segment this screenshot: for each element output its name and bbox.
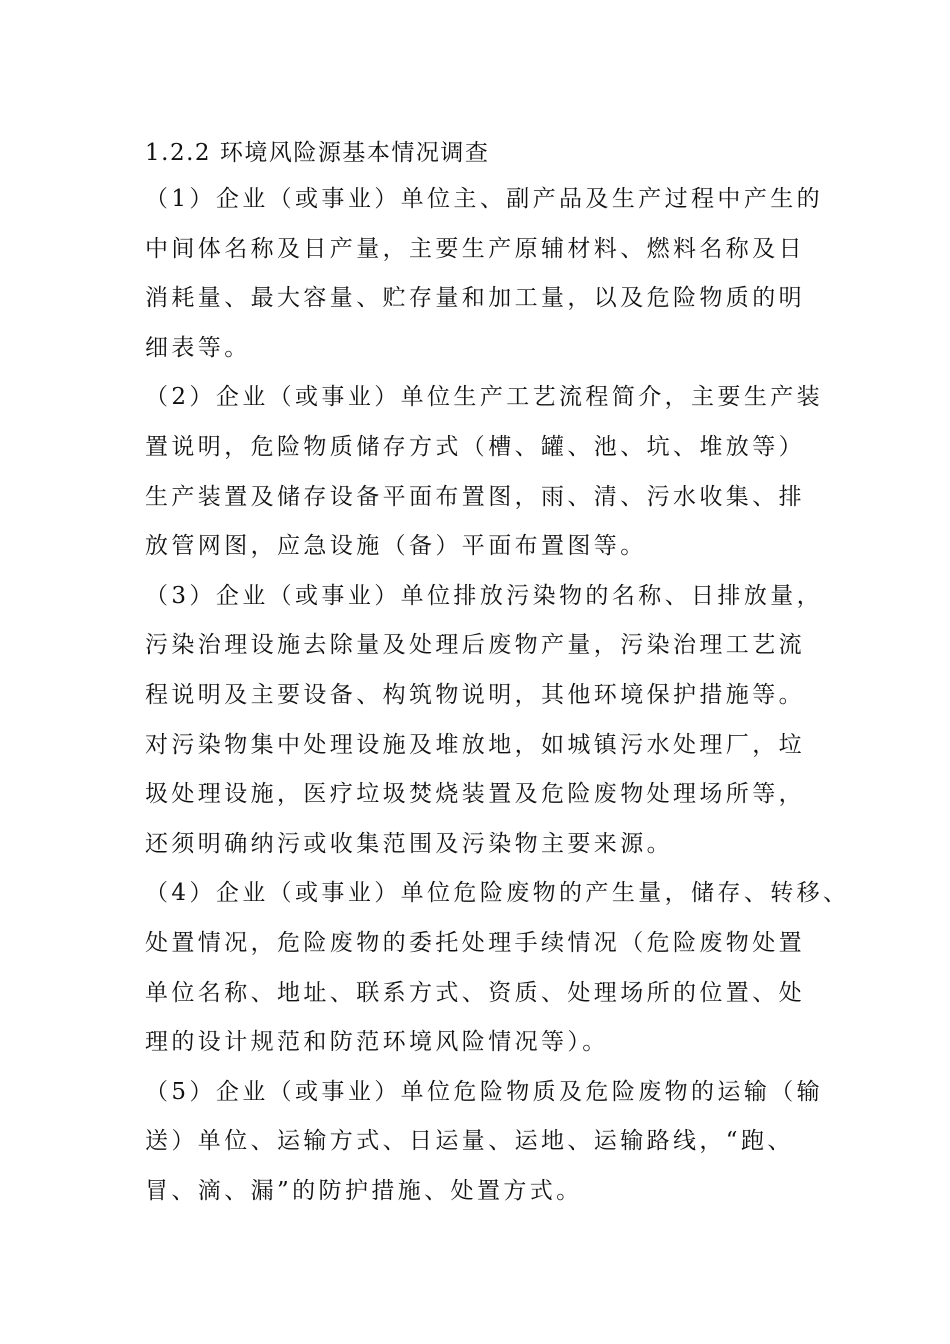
paragraph-line: 还须明确纳污或收集范围及污染物主要来源。 [145,830,673,857]
paragraph-line: 对污染物集中处理设施及堆放地，如城镇污水处理厂，垃 [145,731,805,758]
paragraph-line: 生产装置及储存设备平面布置图，雨、清、污水收集、排 [145,483,805,510]
paragraph-line: （3）企业（或事业）单位排放污染物的名称、日排放量， [145,582,824,609]
paragraph-line: 单位名称、地址、联系方式、资质、处理场所的位置、处 [145,979,805,1006]
paragraph-line: 送）单位、运输方式、日运量、运地、运输路线，“跑、 [145,1128,794,1155]
paragraph-line: 理的设计规范和防范环境风险情况等）。 [145,1029,609,1056]
paragraph-line: 污染治理设施去除量及处理后废物产量，污染治理工艺流 [145,632,805,659]
paragraph-line: 细表等。 [145,334,251,361]
paragraph-line: 放管网图，应急设施（备）平面布置图等。 [145,533,647,560]
paragraph-line: （1）企业（或事业）单位主、副产品及生产过程中产生的 [145,186,824,212]
paragraph-line: （4）企业（或事业）单位危险废物的产生量，储存、转移、 [145,880,850,907]
paragraph-line: 程说明及主要设备、构筑物说明，其他环境保护措施等。 [145,681,805,708]
paragraph-line: （2）企业（或事业）单位生产工艺流程简介，主要生产装 [145,384,824,411]
paragraph-line: 圾处理设施，医疗垃圾焚烧装置及危险废物处理场所等， [145,781,805,808]
section-heading: 1.2.2 环境风险源基本情况调查 [145,140,490,166]
paragraph-line: 处置情况，危险废物的委托处理手续情况（危险废物处置 [145,929,805,956]
document-body [145,133,850,1216]
paragraph-line: （5）企业（或事业）单位危险物质及危险废物的运输（输 [145,1078,824,1105]
paragraph-line: 冒、滴、漏”的防护措施、处置方式。 [145,1177,583,1204]
paragraph-line: 中间体名称及日产量，主要生产原辅材料、燃料名称及日 [145,235,805,262]
paragraph-line: 消耗量、最大容量、贮存量和加工量，以及危险物质的明 [145,285,805,312]
paragraph-1 [145,175,825,373]
paragraph-3 [145,572,825,870]
paragraph-2 [145,373,825,571]
paragraph-5 [145,1068,825,1217]
paragraph-4 [145,869,850,1067]
paragraph-line: 置说明，危险物质储存方式（槽、罐、池、坑、堆放等） [145,433,805,460]
